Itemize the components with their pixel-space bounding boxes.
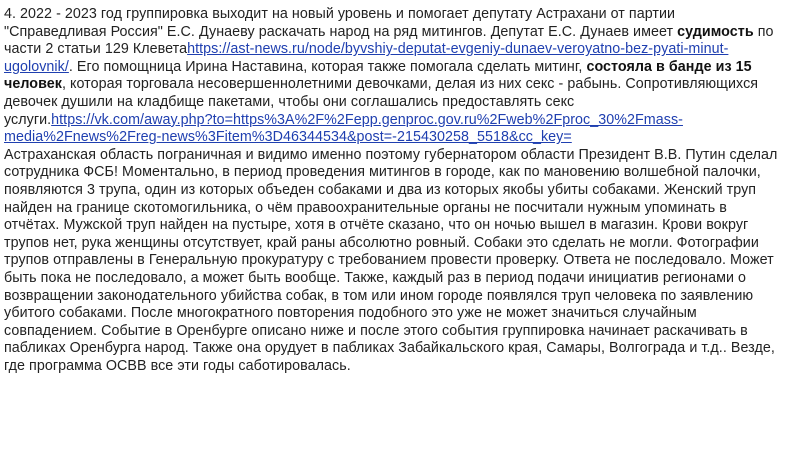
source-link-ast-news[interactable]: https://ast-news.ru/node/byvshiy-deputat-evgeniy-dunaev-veroyatno-bez-pyati-minut-ugolovnik/ <box>4 41 729 75</box>
bold-text-gang: состояла в банде из 15 человек <box>4 58 752 93</box>
text-run: , которая торговала несовершеннолетними девочками, делая из них секс - рабынь. Сопротивляющихся девочек душили на кладбище пакетами, чтобы они соглашались предоставлять секс услуги. <box>4 76 759 128</box>
document-body <box>4 6 780 375</box>
source-link-vk-genproc[interactable]: https://vk.com/away.php?to=https%3A%2F%2Fepp.genproc.gov.ru%2Fweb%2Fproc_30%2Fmass-media%2Fnews%2Freg-news%3Fitem%3D46344534&post=-215430258_5518&cc_key= <box>4 111 683 146</box>
text-run: по части 2 статьи 129 Клевета <box>4 23 774 58</box>
bold-text-conviction: судимость <box>677 23 754 40</box>
text-run: 4. 2022 - 2023 год группировка выходит на новый уровень и помогает депутату Астрахани от партии "Справедливая Россия" Е.С. Дунаеву раскачать народ на ряд митингов. Депутат Е.С. Дунаев имеет <box>4 6 678 40</box>
paragraph-astrakhan: Астраханская область пограничная и видимо именно поэтому губернатором области Президент В.В. Путин сделал сотрудника ФСБ! Моментально, в период проведения митингов в городе, как по мановению волшебной палочки, появляются 3 трупа, один из которых объеден собаками и два из которых якобы убиты собаками. Женский труп найден на границе скотомогильника, о чём правоохранительные органы не посчитали нужным упоминать в отчётах. Мужской труп найден на пустыре, хотя в отчёте сказано, что он ночью вышел в магазин. Крови вокруг трупов нет, рука женщины отсутствует, край раны абсолютно ровный. Собаки это сделать не могли. Фотографии трупов отправлены в Генеральную прокуратуру с требованием провести проверку. Ответа не последовало. Может быть пока не последовало, а может быть вообще. Также, каждый раз в период подачи инициатив регионами о возвращении законодательного убийства собак, в том или ином городе появлялся труп человека по заявлению убитого собаками. После многократного повторения подобного это уже не может значиться случайным совпадением. Событие в Оренбурге описано ниже и после этого события группировка начинает раскачивать в пабликах Оренбурга народ. Также она орудует в пабликах Забайкальского края, Самары, Волгограда и т.д.. Везде, где программа ОСВВ все эти годы саботировалась. <box>4 146 778 374</box>
paragraph-item-4 <box>4 6 780 147</box>
text-run: . Его помощница Ирина Наставина, которая также помогала сделать митинг, <box>68 58 587 75</box>
